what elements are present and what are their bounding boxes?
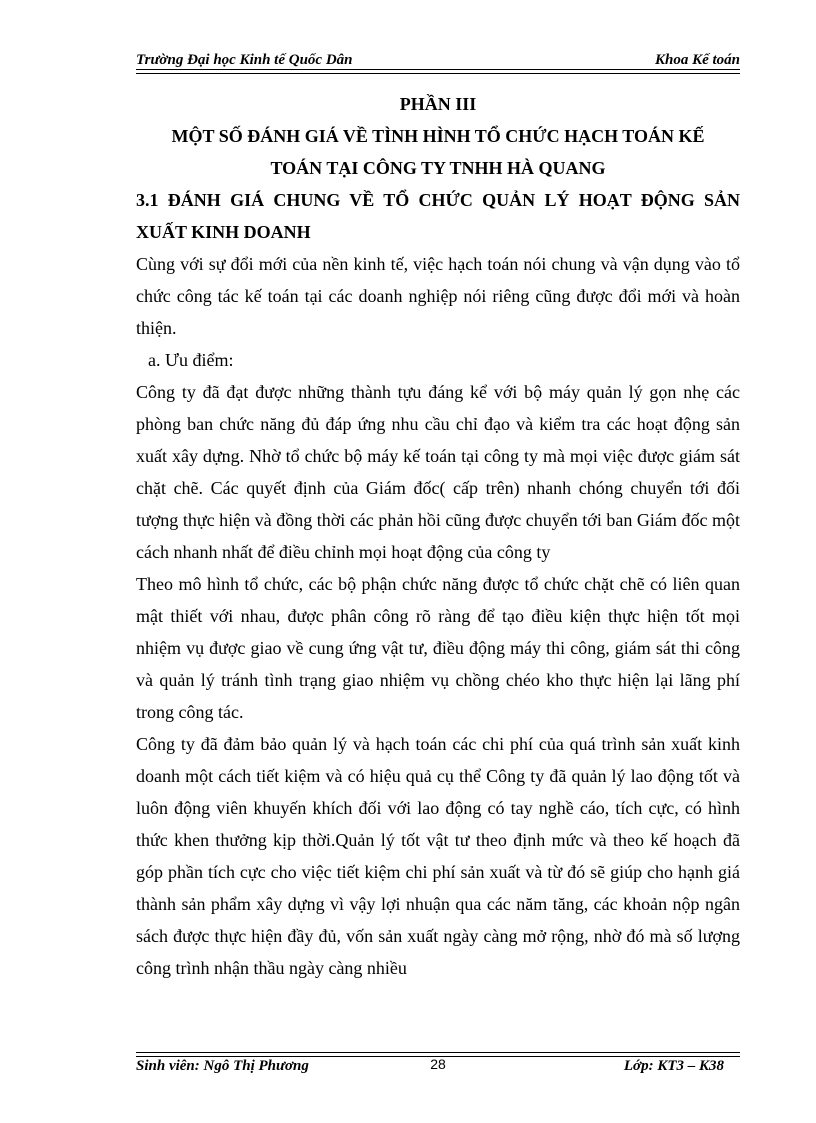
paragraph-cost-management: Công ty đã đảm bảo quản lý và hạch toán các chi phí của quá trình sản xuất kinh doanh một cách tiết kiệm và có hiệu quả cụ thể Công ty đã quản lý lao động tốt và luôn động viên khuyến khích đối với lao động có tay nghề cáo, tích cực, có hình thức khen thưởng kịp thời.Quản lý tốt vật tư theo định mức và theo kế hoạch đã góp phần tích cực cho việc tiết kiệm chi phí sản xuất và từ đó sẽ giúp cho hạnh giá thành sản phẩm xây dựng vì vậy lợi nhuận qua các năm tăng, các khoản nộp ngân sách được thực hiện đầy đủ, vốn sản xuất ngày càng mở rộng, nhờ đó mà số lượng công trình nhận thầu ngày càng nhiều [136,734,740,978]
footer-student-name: Sinh viên: Ngô Thị Phương [136,1058,309,1074]
list-item-advantages: a. Ưu điểm: [148,350,234,370]
section-heading: 3.1 ĐÁNH GIÁ CHUNG VỀ TỔ CHỨC QUẢN LÝ HOẠT ĐỘNG SẢN XUẤT KINH DOANH [136,190,740,242]
header-school-name: Trường Đại học Kinh tế Quốc Dân [136,52,353,68]
chapter-title-line-1: MỘT SỐ ĐÁNH GIÁ VỀ TÌNH HÌNH TỔ CHỨC HẠCH TOÁN KẾ [171,126,705,146]
page-number: 28 [430,1056,446,1072]
header-department: Khoa Kế toán [654,52,740,68]
page-footer [136,1058,740,1078]
paragraph-achievements: Công ty đã đạt được những thành tựu đáng kể với bộ máy quản lý gọn nhẹ các phòng ban chức năng đủ đáp ứng nhu cầu chỉ đạo và kiểm tra các hoạt động sản xuất xây dựng. Nhờ tổ chức bộ máy kế toán tại công ty mà mọi việc được giám sát chặt chẽ. Các quyết định của Giám đốc( cấp trên) nhanh chóng chuyển tới đối tượng thực hiện và đồng thời các phản hồi cũng được chuyển tới ban Giám đốc một cách nhanh nhất để điều chỉnh mọi hoạt động của công ty [136,382,740,562]
footer-class: Lớp: KT3 – K38 [623,1058,724,1074]
chapter-title-line-2: TOÁN TẠI CÔNG TY TNHH HÀ QUANG [270,158,606,178]
paragraph-intro: Cùng với sự đổi mới của nền kinh tế, việc hạch toán nói chung và vận dụng vào tổ chức công tác kế toán tại các doanh nghiệp nói riêng cũng được đổi mới và hoàn thiện. [136,254,740,338]
part-title: PHẦN III [399,94,477,114]
document-body [136,88,740,984]
paragraph-organization-model: Theo mô hình tổ chức, các bộ phận chức năng được tổ chức chặt chẽ có liên quan mật thiết với nhau, được phân công rõ ràng để tạo điều kiện thực hiện tốt mọi nhiệm vụ được giao về cung ứng vật tư, điều động máy thi công, giám sát thi công và quản lý tránh tình trạng giao nhiệm vụ chồng chéo kho thực hiện lại lãng phí trong công tác. [136,574,740,722]
header-divider [136,69,740,74]
